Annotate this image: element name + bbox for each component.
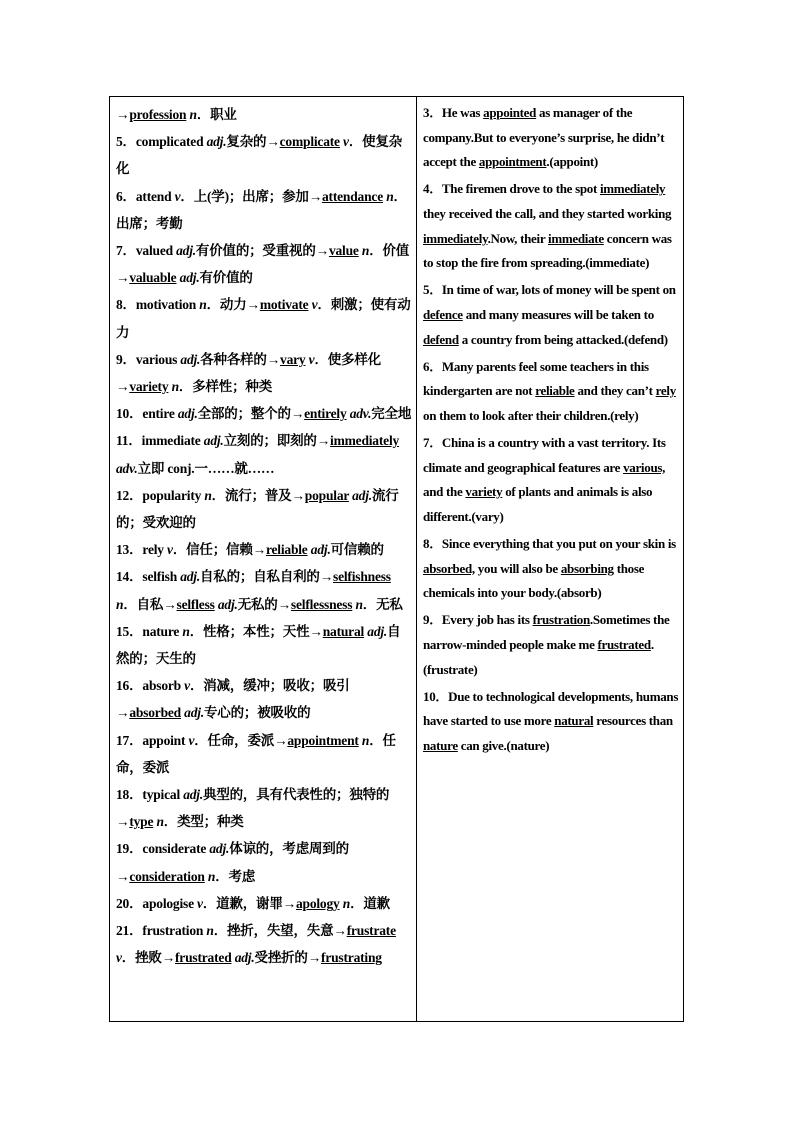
arrow-icon: → [319, 569, 334, 585]
sentence-text: 3．He was [423, 105, 484, 120]
sentence-text: .(frustrate) [423, 637, 654, 677]
meaning: 无私的 [237, 596, 278, 612]
arrow-icon: → [252, 542, 266, 558]
arrow-icon: → [333, 923, 347, 939]
entry-number: 11． [116, 433, 142, 449]
headword: nature [142, 623, 183, 639]
sentence-text: 8．Since everything that you put on your skin is [423, 536, 676, 552]
meaning: ．道歉，谢罪 [202, 895, 283, 911]
entry-number: 19． [116, 841, 143, 857]
derived-word: value [328, 243, 359, 259]
entry-number: 7． [116, 243, 136, 259]
arrow-icon: → [116, 107, 130, 122]
sentence-text: concern was to stop the fire from spreading.(immediate) [423, 230, 672, 271]
part-of-speech: adj. [310, 542, 331, 558]
arrow-icon: → [315, 243, 329, 259]
entry-number: 12． [116, 487, 143, 503]
sentence-text: can give.(nature) [457, 738, 550, 753]
exercise-item [423, 355, 679, 429]
derived-word: profession [129, 107, 187, 122]
headword: popularity [142, 487, 205, 503]
derived-word: consideration [129, 868, 205, 884]
headword: absorb [142, 678, 185, 694]
derived-word: apology [295, 895, 340, 911]
meaning: 流行的；受欢迎的 [116, 487, 399, 531]
sentence-text: .Now, their [487, 230, 549, 246]
entry-number: 6． [116, 188, 136, 204]
derived-word: selfishness [333, 569, 391, 585]
entry-number: 13． [116, 542, 143, 558]
part-of-speech: v [174, 188, 181, 204]
derived-word: popular [304, 487, 349, 503]
part-of-speech: adv. [116, 460, 138, 476]
vocab-entry [116, 183, 412, 237]
vocab-entry [116, 291, 412, 345]
entry-number: 14． [116, 569, 143, 585]
entry-number: 9． [116, 351, 136, 367]
arrow-icon: → [266, 134, 280, 150]
sentence-text: they received the call, and they started working [423, 205, 672, 221]
arrow-icon: → [116, 705, 130, 721]
headword: rely [142, 542, 168, 558]
sentence-text: you will also be [474, 560, 561, 576]
headword: valued [135, 243, 177, 259]
part-of-speech: n [156, 814, 164, 830]
vocab-entry [116, 536, 412, 563]
arrow-icon: → [291, 487, 305, 503]
arrow-icon: → [316, 433, 331, 449]
answer-blank: variety [465, 484, 503, 500]
derived-word: valuable [129, 270, 177, 286]
meaning: ．动力 [206, 297, 247, 313]
sentence-text: on them to look after their children.(rely) [423, 407, 639, 423]
vocab-entry [116, 101, 412, 128]
headword: appoint [142, 732, 189, 748]
part-of-speech: adj. [352, 487, 372, 503]
meaning: 典型的，具有代表性的；独特的 [203, 787, 390, 803]
entry-number: 5． [116, 134, 136, 150]
derived-word: selflessness [290, 596, 353, 612]
part-of-speech: adj. [180, 569, 201, 585]
meaning: ．考虑 [215, 868, 256, 884]
part-of-speech: adj. [176, 243, 196, 259]
answer-blank: defence [423, 306, 463, 322]
headword: selfish [142, 569, 181, 585]
sentence-text: 5．In time of war, lots of money will be spent on [423, 282, 676, 298]
exercise-item [423, 431, 679, 529]
derived-word: motivate [259, 297, 309, 313]
part-of-speech: n [207, 868, 216, 884]
answer-blank: absorbed, [423, 560, 475, 576]
meaning: ．职业 [196, 107, 237, 122]
headword: various [135, 351, 181, 367]
meaning: 自私的；自私自利的 [200, 569, 320, 585]
meaning: ．价值 [369, 243, 410, 259]
vocab-entry [116, 618, 412, 672]
part-of-speech: adj. [180, 351, 201, 367]
part-of-speech: adj. [203, 433, 224, 449]
derived-word: entirely [304, 406, 347, 422]
part-of-speech: adj. [184, 705, 204, 721]
part-of-speech: v [308, 351, 315, 367]
part-of-speech: v [184, 678, 190, 694]
meaning: 受挫折的 [254, 950, 308, 966]
arrow-icon: → [163, 596, 177, 612]
meaning: 立即 conj.一……就…… [137, 460, 275, 476]
entry-number: 10． [116, 406, 143, 422]
answer-blank: natural [554, 713, 594, 729]
part-of-speech: adv. [349, 406, 372, 422]
answer-blank: immediately [599, 181, 666, 197]
answer-blank: appointed [483, 105, 537, 120]
part-of-speech: n [204, 487, 212, 503]
vocab-entry [116, 563, 412, 617]
part-of-speech: n [342, 895, 351, 911]
arrow-icon: → [161, 950, 176, 966]
arrow-icon: → [116, 814, 130, 830]
derived-word: frustrating [321, 950, 382, 966]
derived-word: frustrated [175, 950, 232, 966]
part-of-speech: v [311, 297, 318, 313]
sentence-text: and they can’t [574, 383, 656, 399]
exercise-column [417, 97, 683, 1021]
meaning: 自然的；天生的 [116, 623, 401, 667]
part-of-speech: n [171, 379, 179, 395]
part-of-speech: v [197, 895, 203, 911]
sentence-text: .(appoint) [546, 154, 598, 170]
meaning: ．道歉 [350, 895, 390, 911]
headword: attend [135, 188, 175, 204]
entry-number: 17． [116, 732, 143, 748]
meaning: ．挫折，失望，失意 [213, 923, 334, 939]
sentence-text: 6．Many parents feel some teachers in this kindergarten are not [423, 358, 649, 399]
answer-blank: frustrated [597, 637, 651, 653]
vocab-entry [116, 890, 412, 917]
meaning: 有价值的；受重视的 [195, 243, 316, 259]
meaning: 全部的；整个的 [197, 406, 291, 422]
part-of-speech: n [189, 107, 197, 122]
sentence-text: 9．Every job has its [423, 612, 533, 628]
headword: frustration [142, 923, 207, 939]
sentence-text: those chemicals into your body.(absorb) [423, 560, 645, 601]
meaning: ．消减，缓冲；吸收；吸引 [189, 678, 350, 694]
arrow-icon: → [309, 623, 323, 639]
arrow-icon: → [116, 379, 130, 395]
sentence-text: of plants and animals is also different.(vary) [423, 484, 653, 524]
headword: considerate [142, 841, 210, 857]
arrow-icon: → [282, 895, 296, 911]
derived-word: selfless [176, 596, 215, 612]
exercise-item [423, 278, 679, 352]
entry-number: 16． [116, 678, 143, 694]
sentence-text: 4．The firemen drove to the spot [423, 181, 600, 197]
entry-number: 15． [116, 623, 143, 639]
derived-word: absorbed [129, 705, 181, 721]
part-of-speech: adj. [217, 596, 238, 612]
meaning: ．刺激；使有动力 [116, 297, 411, 340]
derived-word: attendance [322, 188, 383, 204]
sentence-text: and the [423, 484, 466, 500]
meaning: 立刻的；即刻的 [223, 433, 317, 449]
entry-number: 8． [116, 297, 136, 313]
answer-blank: rely [655, 383, 676, 399]
meaning: 体谅的，考虑周到的 [229, 841, 349, 857]
part-of-speech: n [182, 623, 190, 639]
answer-blank: defend [423, 331, 459, 347]
meaning: 可信赖的 [330, 542, 384, 558]
meaning: ．上(学)；出席；参加 [180, 188, 309, 204]
meaning: ．类型；种类 [163, 814, 244, 830]
answer-blank: appointment [478, 154, 547, 170]
meaning: ．多样性；种类 [178, 379, 273, 395]
derived-word: variety [129, 379, 169, 395]
entry-number: 18． [116, 787, 143, 803]
entry-number: 21． [116, 923, 143, 939]
part-of-speech: n [361, 732, 370, 748]
part-of-speech: n [386, 188, 394, 204]
part-of-speech: adj. [183, 787, 204, 803]
vocab-entry [116, 835, 412, 889]
vocab-entry [116, 237, 412, 291]
sentence-text: 7．China is a country with a vast territory. Its climate and geographical features are [423, 435, 666, 475]
vocab-entry [116, 672, 412, 726]
part-of-speech: v [188, 732, 195, 748]
derived-word: appointment [287, 732, 359, 748]
part-of-speech: v [343, 134, 349, 150]
derived-word: reliable [265, 542, 308, 558]
arrow-icon: → [266, 351, 281, 367]
exercise-item [423, 532, 679, 606]
arrow-icon: → [274, 732, 288, 748]
meaning: ．性格；本性；天性 [189, 623, 310, 639]
meaning: 复杂的 [226, 134, 267, 150]
sentence-text: as manager of the company.But to everyone’s surprise, he didn’t accept the [423, 105, 665, 170]
headword: apologise [142, 895, 198, 911]
meaning: ．任命，委派 [194, 732, 275, 748]
meaning: ．流行；普及 [211, 487, 292, 503]
answer-blank: frustration [532, 612, 590, 628]
vocabulary-table [109, 96, 684, 1022]
part-of-speech: n [206, 923, 214, 939]
arrow-icon: → [116, 868, 130, 884]
exercise-item [423, 177, 679, 275]
part-of-speech: adj. [177, 406, 198, 422]
answer-blank: immediate [548, 230, 604, 246]
meaning: ．使复杂化 [116, 134, 403, 177]
word-family-column [110, 97, 417, 1021]
meaning: 完全地 [371, 406, 412, 422]
answer-blank: various, [623, 459, 666, 475]
arrow-icon: → [290, 406, 305, 422]
meaning: ．自私 [123, 596, 164, 612]
sentence-text: and many measures will be taken to [462, 306, 654, 322]
vocab-entry [116, 781, 412, 835]
vocab-entry [116, 727, 412, 781]
headword: immediate [141, 433, 204, 449]
meaning: ．出席；考勤 [116, 188, 407, 231]
exercise-item [423, 101, 679, 175]
answer-blank: nature [423, 738, 458, 753]
part-of-speech: adj. [367, 623, 388, 639]
exercise-item [423, 685, 679, 759]
derived-word: natural [322, 623, 365, 639]
exercise-item [423, 608, 679, 682]
sentence-text: 10．Due to technological developments, humans have started to use more [423, 688, 679, 729]
headword: complicated [135, 134, 207, 150]
part-of-speech: v [167, 542, 173, 558]
part-of-speech: adj. [179, 270, 200, 286]
meaning: 有价值的 [199, 270, 253, 286]
vocab-entry [116, 427, 412, 481]
headword: motivation [135, 297, 200, 313]
part-of-speech: v [116, 950, 122, 966]
vocab-entry [116, 482, 412, 536]
arrow-icon: → [307, 950, 322, 966]
arrow-icon: → [308, 188, 322, 204]
arrow-icon: → [277, 596, 291, 612]
derived-word: complicate [279, 134, 340, 150]
headword: typical [142, 787, 184, 803]
headword: entire [142, 406, 178, 422]
meaning: 专心的；被吸收的 [204, 705, 311, 721]
part-of-speech: adj. [206, 134, 227, 150]
answer-blank: absorbing [560, 560, 614, 576]
derived-word: vary [280, 351, 306, 367]
meaning: ．任命，委派 [116, 732, 396, 775]
meaning: ．无私 [362, 596, 403, 612]
part-of-speech: n [116, 596, 124, 612]
entry-number: 20． [116, 895, 143, 911]
vocab-entry [116, 128, 412, 182]
meaning: ．信任；信赖 [172, 542, 253, 558]
meaning: ．使多样化 [314, 351, 381, 367]
vocab-entry [116, 346, 412, 400]
derived-word: immediately [330, 433, 400, 449]
sentence-text: a country from being attacked.(defend) [458, 331, 668, 347]
sentence-text: .Sometimes the narrow-minded people make me [423, 612, 670, 653]
derived-word: frustrate [346, 923, 396, 939]
meaning: ．挫败 [121, 950, 162, 966]
vocab-entry [116, 917, 412, 971]
answer-blank: immediately [423, 230, 488, 246]
derived-word: type [129, 814, 154, 830]
arrow-icon: → [246, 297, 260, 313]
answer-blank: reliable [535, 383, 575, 399]
part-of-speech: adj. [209, 841, 230, 857]
part-of-speech: n [355, 596, 363, 612]
part-of-speech: n [199, 297, 207, 313]
meaning: 各种各样的 [200, 351, 267, 367]
arrow-icon: → [116, 270, 130, 286]
vocab-entry [116, 400, 412, 427]
part-of-speech: n [361, 243, 370, 259]
sentence-text: resources than [593, 713, 673, 729]
part-of-speech: adj. [234, 950, 255, 966]
